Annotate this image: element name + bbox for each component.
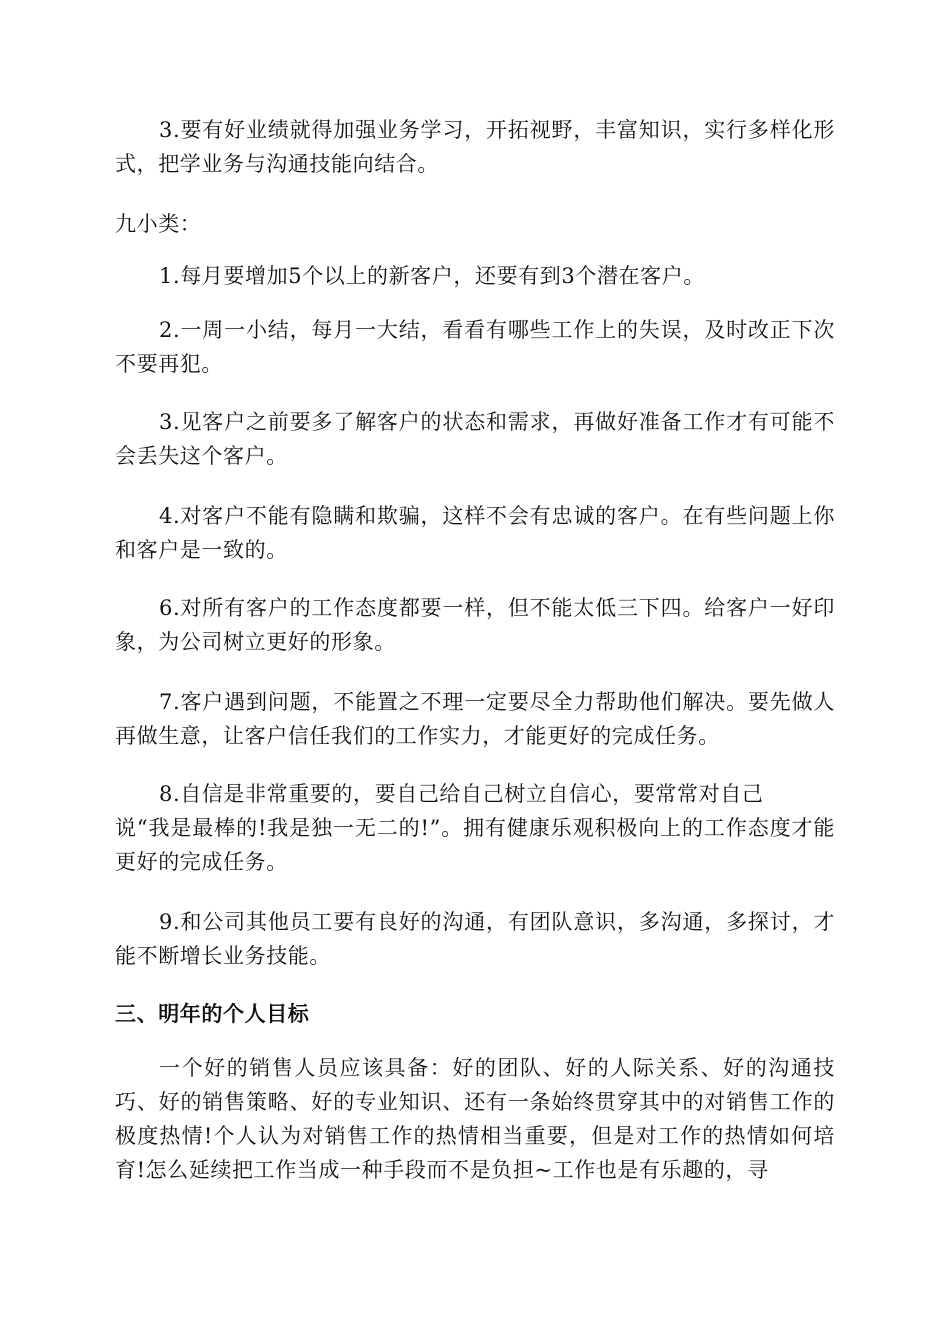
paragraph-item-7: 7.客户遇到问题，不能置之不理一定要尽全力帮助他们解决。要先做人再做生意，让客户信任我们的工作实力，才能更好的完成任务。 xyxy=(115,690,835,748)
paragraph-closing: 一个好的销售人员应该具备：好的团队、好的人际关系、好的沟通技巧、好的销售策略、好的专业知识、还有一条始终贯穿其中的对销售工作的极度热情!个人认为对销售工作的热情相当重要，但是对工作的热情如何培育!怎么延续把工作当成一种手段而不是负担~工作也是有乐趣的，寻 xyxy=(115,1056,835,1182)
paragraph-item-3-study: 3.要有好业绩就得加强业务学习，开拓视野，丰富知识，实行多样化形式，把学业务与沟通技能向结合。 xyxy=(115,118,835,176)
paragraph-item-1: 1.每月要增加5个以上的新客户，还要有到3个潜在客户。 xyxy=(159,264,705,288)
section-heading: 三、明年的个人目标 xyxy=(115,1002,310,1026)
paragraph-item-8-line1: 8.自信是非常重要的，要自己给自己树立自信心，要常常对自己 xyxy=(159,782,764,806)
paragraph-item-2: 2.一周一小结，每月一大结，看看有哪些工作上的失误，及时改正下次不要再犯。 xyxy=(115,318,835,376)
paragraph-item-4: 4.对客户不能有隐瞒和欺骗，这样不会有忠诚的客户。在有些问题上你和客户是一致的。 xyxy=(115,504,835,562)
paragraph-item-3-prepare: 3.见客户之前要多了解客户的状态和需求，再做好准备工作才有可能不会丢失这个客户。 xyxy=(115,410,835,468)
subsection-label: 九小类： xyxy=(115,212,202,236)
paragraph-item-9: 9.和公司其他员工要有良好的沟通，有团队意识，多沟通，多探讨，才能不断增长业务技能。 xyxy=(115,910,835,968)
paragraph-item-6: 6.对所有客户的工作态度都要一样，但不能太低三下四。给客户一好印象，为公司树立更好的形象。 xyxy=(115,596,835,654)
paragraph-item-8-continued: 说“我是最棒的!我是独一无二的!”。拥有健康乐观积极向上的工作态度才能更好的完成任务。 xyxy=(115,816,835,874)
